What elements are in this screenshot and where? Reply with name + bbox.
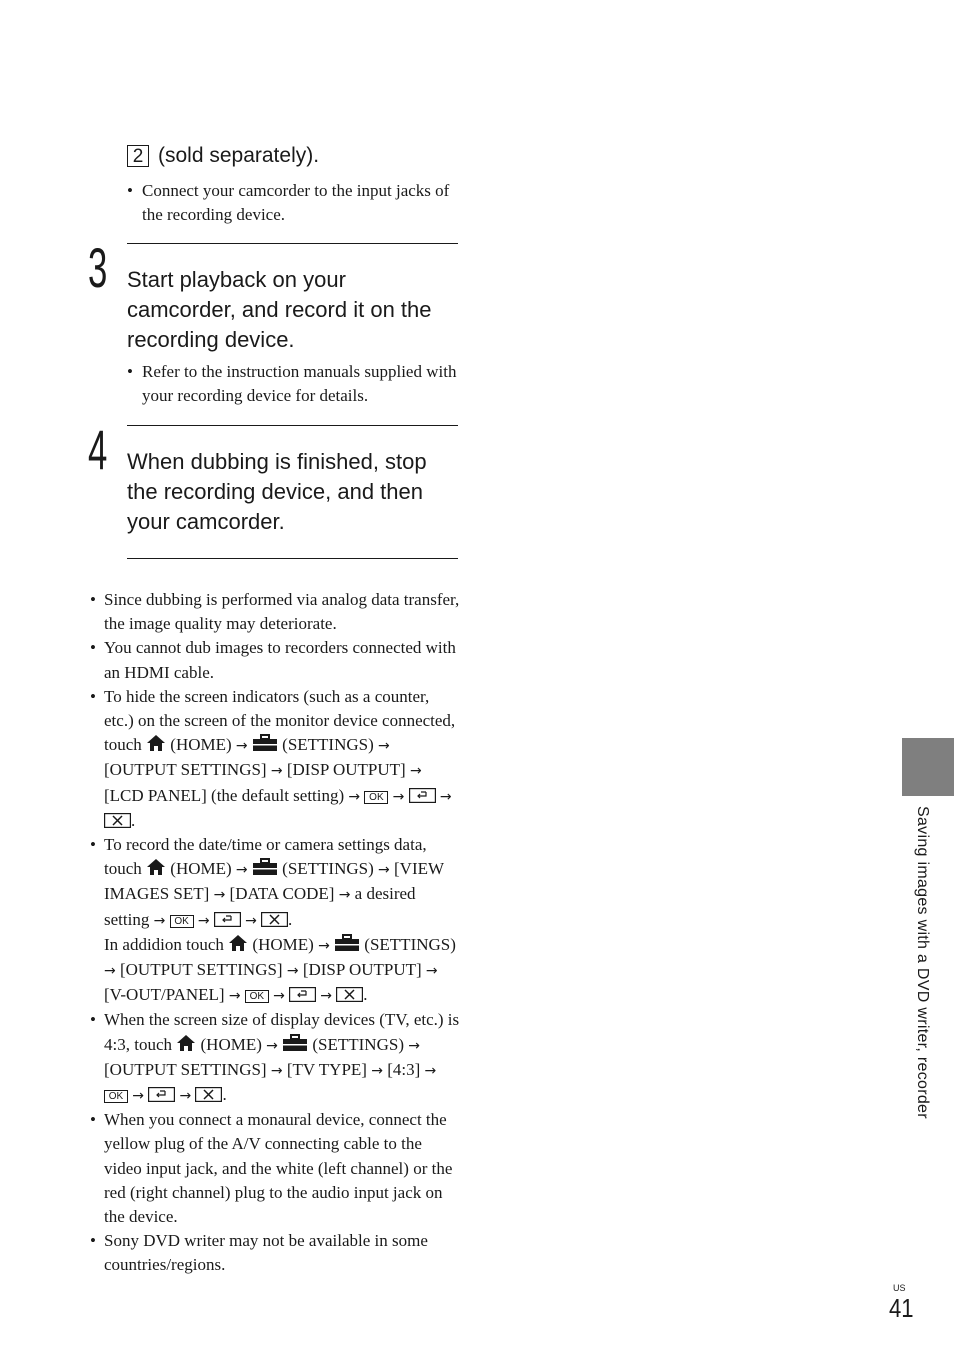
close-button-icon — [336, 987, 363, 1002]
continuation-text: (sold separately). — [158, 144, 320, 167]
note-item — [90, 588, 460, 636]
notes-list — [90, 588, 460, 1278]
note-text: Sony DVD writer may not be available in some countries/regions. — [104, 1231, 428, 1275]
toolbox-icon — [334, 934, 360, 952]
section-tab — [902, 738, 954, 796]
arrow-icon: → — [213, 887, 226, 904]
step-title: When dubbing is finished, stop the recording device, and then your camcorder. — [127, 449, 427, 534]
continuation-bullet: • Connect your camcorder to the input jacks of the recording device. — [127, 179, 458, 227]
arrow-icon: → — [378, 862, 390, 879]
note-item — [90, 1229, 460, 1277]
note-text: When you connect a monaural device, connect the yellow plug of the A/V connecting cable to the video input jack, and the white (left channel) or the red (right channel) plug to the audio input jack on the device. — [104, 1110, 453, 1227]
settings-label: (SETTINGS) — [282, 735, 374, 755]
home-icon — [146, 734, 166, 752]
arrow-icon: → — [409, 763, 422, 780]
arrow-icon: → — [179, 1088, 192, 1105]
return-button-icon — [409, 788, 436, 803]
punctuation: . — [131, 810, 136, 830]
menu-item-label: [V-OUT/PANEL] — [104, 985, 225, 1005]
arrow-icon: → — [371, 1062, 383, 1079]
ok-button-icon: OK — [364, 791, 388, 804]
home-label: (HOME) — [200, 1034, 262, 1054]
arrow-icon: → — [439, 788, 452, 805]
arrow-icon: → — [270, 763, 283, 780]
menu-item-label: [DISP OUTPUT] — [302, 960, 422, 980]
arrow-icon: → — [270, 1062, 283, 1079]
settings-label: (SETTINGS) — [282, 859, 374, 879]
arrow-icon: → — [338, 887, 351, 904]
note-item — [90, 1008, 460, 1108]
step-divider — [127, 425, 458, 426]
settings-label: (SETTINGS) — [312, 1034, 404, 1054]
menu-item-label: [OUTPUT SETTINGS] — [104, 1059, 267, 1079]
step-bullet-container — [127, 360, 462, 408]
close-button-icon — [261, 912, 288, 927]
ok-button-icon: OK — [104, 1090, 128, 1103]
home-icon — [176, 1034, 196, 1052]
step-number: 4 — [88, 418, 108, 481]
arrow-icon: → — [286, 963, 299, 980]
note-text: Since dubbing is performed via analog data transfer, the image quality may deteriorate. — [104, 590, 460, 634]
arrow-icon: → — [235, 738, 248, 755]
note-text: To hide the screen indicators (such as a counter, etc.) on the screen of the monitor device connected, touch — [104, 686, 456, 755]
arrow-icon: → — [425, 963, 438, 980]
note-text: a desired setting — [104, 884, 416, 929]
arrow-icon: → — [378, 738, 390, 755]
punctuation: . — [363, 985, 368, 1005]
menu-item-label: [DISP OUTPUT] — [286, 760, 406, 780]
arrow-icon: → — [153, 912, 166, 929]
step-divider — [127, 243, 458, 244]
toolbox-icon — [282, 1034, 308, 1052]
note-item — [90, 685, 460, 833]
arrow-icon: → — [235, 862, 248, 879]
menu-item-label: [4:3] — [387, 1059, 421, 1079]
arrow-icon: → — [424, 1062, 437, 1079]
note-text: In addidion touch — [104, 934, 224, 954]
page-number: 41 — [889, 1293, 914, 1323]
note-item — [90, 833, 460, 1008]
home-icon — [228, 934, 248, 952]
arrow-icon: → — [320, 988, 333, 1005]
menu-item-label: [TV TYPE] — [286, 1059, 367, 1079]
toolbox-icon — [252, 734, 278, 752]
ok-button-icon: OK — [245, 990, 269, 1003]
return-button-icon — [148, 1087, 175, 1102]
toolbox-icon — [252, 858, 278, 876]
continuation-block — [127, 142, 458, 227]
page-region: US — [893, 1283, 906, 1293]
arrow-icon: → — [245, 912, 257, 929]
step-title: Start playback on your camcorder, and record it on the recording device. — [127, 267, 432, 352]
punctuation: . — [222, 1085, 227, 1105]
ok-button-icon: OK — [170, 915, 194, 928]
arrow-icon: → — [273, 988, 285, 1005]
home-icon — [146, 858, 166, 876]
note-text: To record the date/time or camera settings data, touch — [104, 835, 427, 879]
step-bullet: • Refer to the instruction manuals supplied with your recording device for details. — [127, 360, 462, 408]
return-button-icon — [289, 987, 316, 1002]
menu-item-label: [OUTPUT SETTINGS] — [104, 760, 267, 780]
step-divider — [127, 558, 458, 559]
arrow-icon: → — [348, 788, 361, 805]
menu-item-label: [DATA CODE] — [229, 884, 335, 904]
menu-item-label: [OUTPUT SETTINGS] — [119, 960, 283, 980]
arrow-icon: → — [132, 1088, 144, 1105]
arrow-icon: → — [392, 788, 405, 805]
home-label: (HOME) — [170, 735, 232, 755]
arrow-icon: → — [104, 963, 116, 980]
arrow-icon: → — [197, 912, 210, 929]
section-tab-label: Saving images with a DVD writer, recorder — [914, 806, 931, 1119]
menu-item-label: [VIEW IMAGES SET] — [104, 859, 444, 904]
home-label: (HOME) — [170, 859, 232, 879]
punctuation: . — [288, 909, 293, 929]
return-button-icon — [214, 912, 241, 927]
note-text: You cannot dub images to recorders connected with an HDMI cable. — [104, 638, 456, 682]
arrow-icon: → — [408, 1037, 420, 1054]
menu-item-label: [LCD PANEL] (the default setting) — [104, 785, 345, 805]
close-button-icon — [195, 1087, 222, 1102]
settings-label: (SETTINGS) — [364, 934, 456, 954]
arrow-icon: → — [318, 937, 330, 954]
home-label: (HOME) — [252, 934, 314, 954]
close-button-icon — [104, 813, 131, 828]
arrow-icon: → — [266, 1037, 278, 1054]
continuation-heading — [127, 142, 458, 170]
note-item — [90, 636, 460, 684]
arrow-icon: → — [228, 988, 241, 1005]
note-text: When the screen size of display devices (TV, etc.) is 4:3, touch — [104, 1010, 460, 1054]
boxed-number: 2 — [127, 145, 149, 167]
step-number: 3 — [88, 236, 108, 299]
note-item — [90, 1108, 460, 1229]
